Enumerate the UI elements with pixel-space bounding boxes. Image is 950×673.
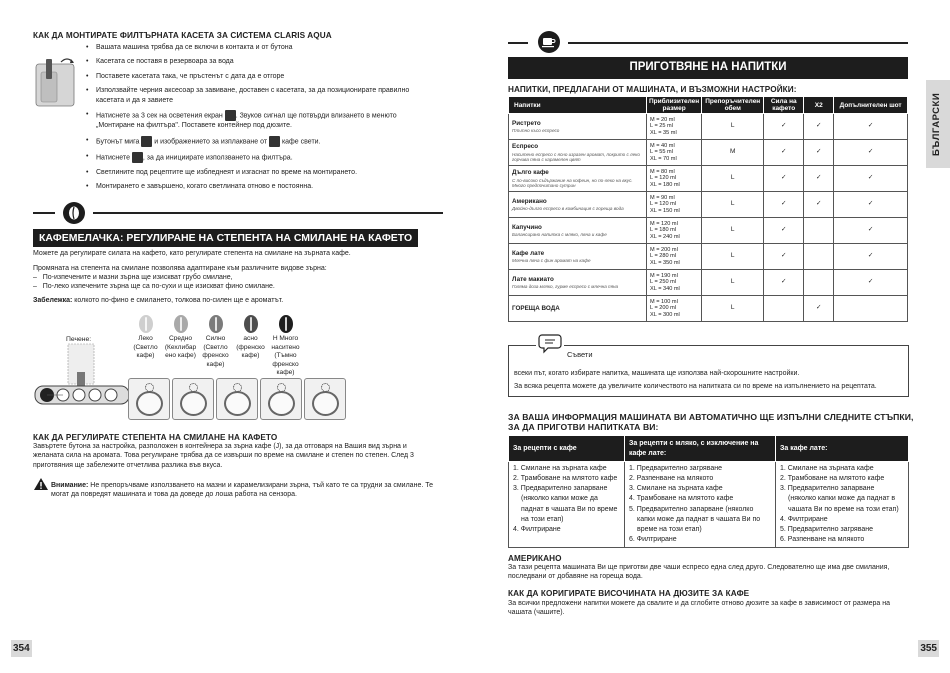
tip-item: За всяка рецепта можете да увеличите количеството на напитката си по време на изпълнението на рецептата. — [514, 383, 877, 390]
steps-table-wrap — [508, 435, 909, 548]
drink-name: Дълго кафе — [512, 169, 549, 177]
recommended-volume: L — [702, 166, 764, 192]
auto-heading-1: ЗА ВАША ИНФОРМАЦИЯ МАШИНАТА ВИ АВТОМАТИЧНО ЩЕ ИЗПЪЛНИ СЛЕДНИТЕ СТЪПКИ, — [508, 412, 914, 422]
col-header: За рецепти с кафе — [509, 436, 625, 462]
step-item: 1. Предварително загряване — [629, 465, 722, 472]
extra-shot-check: ✓ — [834, 166, 908, 192]
drink-row — [509, 140, 908, 166]
drink-row — [509, 166, 908, 192]
filter-step5-b: . Звуков сигнал ще потвърди влизането в менюто „Монтиране на филтъра". Поставете контейнер под дюзите. — [96, 112, 397, 130]
grinder-dash-list — [33, 273, 443, 292]
step-item: 4. Филтриране — [513, 525, 561, 533]
americano-heading: АМЕРИКАНО — [508, 554, 562, 563]
roast-level: Силно (Светло френско кафе) — [198, 315, 233, 378]
step-item: 6. Филтриране — [629, 535, 677, 543]
divider-line — [508, 42, 528, 44]
tips-title: Съвети — [567, 350, 593, 359]
strength-check: ✓ — [764, 166, 804, 192]
grind-setting-image — [172, 378, 214, 420]
col-header: Допълнителен шот — [834, 97, 908, 114]
grind-setting-image — [304, 378, 346, 420]
filter-step — [86, 136, 436, 147]
drink-sizes: M = 40 ml L = 55 ml XL = 70 ml — [647, 140, 702, 166]
x2-check — [804, 244, 834, 270]
page-number: 354 — [11, 640, 32, 658]
drink-name: Лате макиато — [512, 275, 554, 283]
menu-button-icon — [141, 136, 152, 147]
recommended-volume: L — [702, 114, 764, 140]
recommended-volume: L — [702, 296, 764, 322]
filter-heading: КАК ДА МОНТИРАТЕ ФИЛТЪРНАТА КАСЕТА ЗА СИСТЕМА CLARIS AQUA — [33, 31, 332, 40]
drink-desc: Наситено еспресо с ясно изразен аромат, покрито с леко горчива пяна с карамелен цвят — [512, 151, 640, 163]
drink-row — [509, 218, 908, 244]
strength-check: ✓ — [764, 218, 804, 244]
recommended-volume: L — [702, 270, 764, 296]
regulate-heading: КАК ДА РЕГУЛИРАТЕ СТЕПЕНТА НА СМИЛАНЕ НА КАФЕТО — [33, 433, 278, 442]
drinks-banner: ПРИГОТВЯНЕ НА НАПИТКИ — [508, 57, 908, 79]
filter-step: • Касетата се поставя в резервоара за вода — [86, 57, 436, 66]
x2-check: ✓ — [804, 296, 834, 322]
step-item: 4. Филтриране — [780, 515, 828, 523]
right-page — [475, 0, 950, 673]
machine-filter-illustration — [33, 56, 79, 108]
recommended-volume: M — [702, 140, 764, 166]
coffee-bean-icon — [63, 202, 85, 224]
coffee-bean-icon — [244, 315, 258, 333]
filter-step6-b: и изображението за изплакване от — [154, 137, 268, 145]
col-header: За рецепти с мляко, с изключение на кафе лате: — [625, 436, 776, 462]
coffee-bean-icon — [139, 315, 153, 333]
x2-check: ✓ — [804, 166, 834, 192]
drink-name-cell — [509, 218, 647, 244]
note-label: Забележка: — [33, 297, 73, 304]
col-header: Препоръчителен обем — [702, 97, 764, 114]
grinder-intro: Можете да регулирате силата на кафето, като регулирате степента на смилане на зърната кафе. — [33, 250, 351, 257]
nozzle-text: За всички предложени напитки можете да свалите и да сглобите отново дюзите за кафе в зависимост от размера на чашата (чашите). — [508, 600, 891, 617]
strength-check: ✓ — [764, 244, 804, 270]
warning-label: Внимание: — [51, 482, 89, 489]
drink-desc: Балансирано напитка с мляко, пяна и кафе — [512, 232, 607, 238]
step-item: 3. Смилане на зърната кафе — [629, 485, 723, 493]
coffee-bean-icon — [279, 315, 293, 333]
filter-step — [86, 110, 436, 130]
extra-shot-check: ✓ — [834, 192, 908, 218]
drink-name-cell — [509, 166, 647, 192]
drink-desc: Плътно късо еспресо — [512, 128, 560, 134]
col-header: Сила на кафето — [764, 97, 804, 114]
drink-sizes: M = 120 ml L = 180 ml XL = 240 ml — [647, 218, 702, 244]
grinder-note — [33, 296, 443, 305]
drink-row — [509, 244, 908, 270]
drink-desc: Млечна пяна с фин аромат на кафе — [512, 258, 591, 264]
step-item: 5. Предварително запарване (няколко капки може да паднат в чашата Ви по време на този етап) — [629, 505, 761, 533]
drink-sizes: M = 200 ml L = 280 ml XL = 350 ml — [647, 244, 702, 270]
steps-table — [508, 435, 909, 548]
grind-dial-illustration — [33, 342, 133, 420]
drink-name-cell — [509, 114, 647, 140]
grinder-text: Промяната на степента на смилане позволява адаптиране към различните видове зърна: — [33, 265, 327, 272]
strength-check: ✓ — [764, 114, 804, 140]
speech-bubble-icon — [536, 333, 564, 355]
drink-sizes: M = 20 ml L = 25 ml XL = 35 ml — [647, 114, 702, 140]
step-item: 1. Смилане на зърната кафе — [780, 465, 874, 472]
drink-sizes: M = 190 ml L = 250 ml XL = 340 ml — [647, 270, 702, 296]
x2-check: ✓ — [804, 140, 834, 166]
filter-step7-a: Натиснете — [96, 153, 130, 161]
drink-row — [509, 114, 908, 140]
extra-shot-check: ✓ — [834, 270, 908, 296]
grinder-banner: КАФЕМЕЛАЧКА: РЕГУЛИРАНЕ НА СТЕПЕНТА НА СМИЛАНЕ НА КАФЕТО — [33, 229, 418, 247]
extra-shot-check: ✓ — [834, 114, 908, 140]
x2-check — [804, 218, 834, 244]
step-item: 2. Трамбоване на млятото кафе — [780, 475, 885, 483]
steps-cell — [509, 462, 625, 548]
col-header: Напитки — [509, 97, 647, 114]
drink-name-cell — [509, 244, 647, 270]
drink-name: ГОРЕЩА ВОДА — [512, 304, 560, 312]
filter-step6-a: Бутонът мига — [96, 137, 140, 145]
drink-name-cell — [509, 192, 647, 218]
extra-shot-check: ✓ — [834, 244, 908, 270]
grind-setting-image — [128, 378, 170, 420]
steps-cell — [776, 462, 909, 548]
roast-label: Печене: — [66, 336, 92, 343]
divider-line — [568, 42, 908, 44]
recommended-volume: L — [702, 244, 764, 270]
nozzle-heading: КАК ДА КОРИГИРАТЕ ВИСОЧИНАТА НА ДЮЗИТЕ ЗА КАФЕ — [508, 589, 750, 598]
col-header: За кафе лате: — [776, 436, 909, 462]
drink-name-cell — [509, 296, 647, 322]
roast-level: Средно (Кехлибар ено кафе) — [163, 315, 198, 378]
grind-setting-image — [260, 378, 302, 420]
steps-cell — [625, 462, 776, 548]
page-number: 355 — [918, 640, 939, 658]
drink-name: Американо — [512, 197, 547, 205]
grind-setting-image — [216, 378, 258, 420]
strength-check: ✓ — [764, 140, 804, 166]
filter-step: • Вашата машина трябва да се включи в контакта и от бутона — [86, 43, 436, 52]
menu-button-icon — [132, 152, 143, 163]
extra-shot-check: ✓ — [834, 218, 908, 244]
tip-item: всеки път, когато избирате напитка, машината ще използва най-скорошните настройки. — [514, 370, 800, 377]
filter-step: • Поставете касетата така, че пръстенът с дата да е отгоре — [86, 72, 436, 81]
divider-line — [33, 212, 55, 214]
warning-text: Внимание: Не препоръчваме използването на мазни и карамелизирани зърна, тъй като те са трудни за смилане. Те могат да повредят машината и това да доведе до лоша работа на сензора. — [51, 482, 433, 499]
step-item: 1. Смилане на зърната кафе — [513, 465, 607, 472]
note-text: колкото по-фино е смилането, толкова по-силен ще е ароматът. — [72, 297, 284, 304]
americano-text: За тази рецепта машината Ви ще приготви две чаши еспресо една след друго. Следователно ще има две смилания, последвани от добавяне на гореща вода. — [508, 564, 890, 581]
rinse-icon — [269, 136, 280, 147]
drink-desc: С по-високо съдържание на кофеин, но по-леко на вкус. Много предпочитано сутрин — [512, 177, 633, 189]
recommended-volume: L — [702, 192, 764, 218]
roast-level: асно (френско кафе) — [233, 315, 268, 378]
warning-icon — [34, 478, 48, 490]
step-item: 2. Разпенване на млякото — [629, 475, 714, 483]
drinks-table-wrap — [508, 96, 908, 322]
divider-line — [93, 212, 443, 214]
col-header: X2 — [804, 97, 834, 114]
x2-check: ✓ — [804, 114, 834, 140]
step-item: 3. Предварително запарване (няколко капки може да паднат в чашата Ви по време на този етап) — [513, 485, 618, 523]
roast-level: Н Много наситено (Тъмно френско кафе) — [268, 315, 303, 378]
strength-check — [764, 296, 804, 322]
drink-name-cell — [509, 270, 647, 296]
filter-step: • Използвайте черния аксесоар за завиване, доставен с касетата, за да позиционирате правилно касетата и да я завиете — [86, 86, 436, 105]
filter-step: • Светлините под рецептите ще избледнеят и изгаснат по време на монтирането. — [86, 168, 436, 177]
menu-button-icon — [225, 110, 236, 121]
step-item: 4. Трамбоване на млятото кафе — [629, 495, 734, 503]
regulate-text: Завъртете бутона за настройка, разположен в контейнера за зърна кафе (J), за да отговаря на Вашия вид зърна и желаната сила на аромата. Това регулиране трябва да се извърши по време на смилане и степен по степен. След 3 приготвяния ще забележите отчетлива разлика във вкуса. — [33, 443, 414, 469]
x2-check: ✓ — [804, 192, 834, 218]
drink-name-cell — [509, 140, 647, 166]
extra-shot-check — [834, 296, 908, 322]
drink-sizes: M = 100 ml L = 200 ml XL = 300 ml — [647, 296, 702, 322]
coffee-bean-icon — [209, 315, 223, 333]
drink-row — [509, 296, 908, 322]
drink-desc: Двойно-дълго еспресо в комбинация с гореща вода — [512, 206, 624, 212]
drink-sizes: M = 90 ml L = 120 ml XL = 150 ml — [647, 192, 702, 218]
step-item: 2. Трамбоване на млятото кафе — [513, 475, 618, 483]
drink-sizes: M = 80 ml L = 120 ml XL = 180 ml — [647, 166, 702, 192]
drink-row — [509, 270, 908, 296]
col-header: Приблизителен размер — [647, 97, 702, 114]
drink-row — [509, 192, 908, 218]
filter-step6-c: кафе свети. — [281, 137, 321, 145]
step-item: 5. Предварително загряване — [780, 525, 873, 533]
step-item: 3. Предварително запарване (няколко капки може да паднат в чашата Ви по време на този етап) — [780, 485, 899, 513]
filter-step: • Монтирането е завършено, когато светлината отново е постоянна. — [86, 182, 436, 191]
auto-heading-2: ЗА ДА ПРИГОТВИ НАПИТКАТА ВИ: — [508, 422, 659, 432]
drink-name: Капучино — [512, 223, 542, 231]
drink-desc: Голяма доза мляко, гурме еспресо с млечна пяна — [512, 284, 619, 290]
strength-check: ✓ — [764, 270, 804, 296]
step-item: 6. Разпенване на млякото — [780, 535, 865, 543]
language-tab: БЪЛГАРСКИ — [926, 80, 950, 168]
drink-name: Ристрето — [512, 119, 541, 127]
drinks-heading: НАПИТКИ, ПРЕДЛАГАНИ ОТ МАШИНАТА, И ВЪЗМОЖНИ НАСТРОЙКИ: — [508, 85, 797, 94]
roast-levels — [128, 315, 303, 378]
filter-step — [86, 152, 436, 163]
extra-shot-check: ✓ — [834, 140, 908, 166]
dash-item: – По-изпечените и мазни зърна ще изискват грубо смилане, — [33, 274, 233, 281]
filter-step7-b: , за да инициирате използването на филтъра. — [142, 153, 293, 161]
coffee-cup-icon — [538, 31, 560, 53]
drink-name: Кафе лате — [512, 249, 545, 257]
dash-item: – По-леко изпечените зърна ще са по-сухи и ще изискват фино смилане. — [33, 283, 275, 291]
drinks-table — [508, 96, 908, 322]
filter-steps-list — [86, 43, 436, 197]
strength-check: ✓ — [764, 192, 804, 218]
drink-name: Еспресо — [512, 143, 539, 151]
x2-check — [804, 270, 834, 296]
recommended-volume: L — [702, 218, 764, 244]
coffee-bean-icon — [174, 315, 188, 333]
roast-level: Леко (Светло кафе) — [128, 315, 163, 378]
filter-step5-a: Натиснете за 3 сек на осветения екран — [96, 112, 223, 120]
